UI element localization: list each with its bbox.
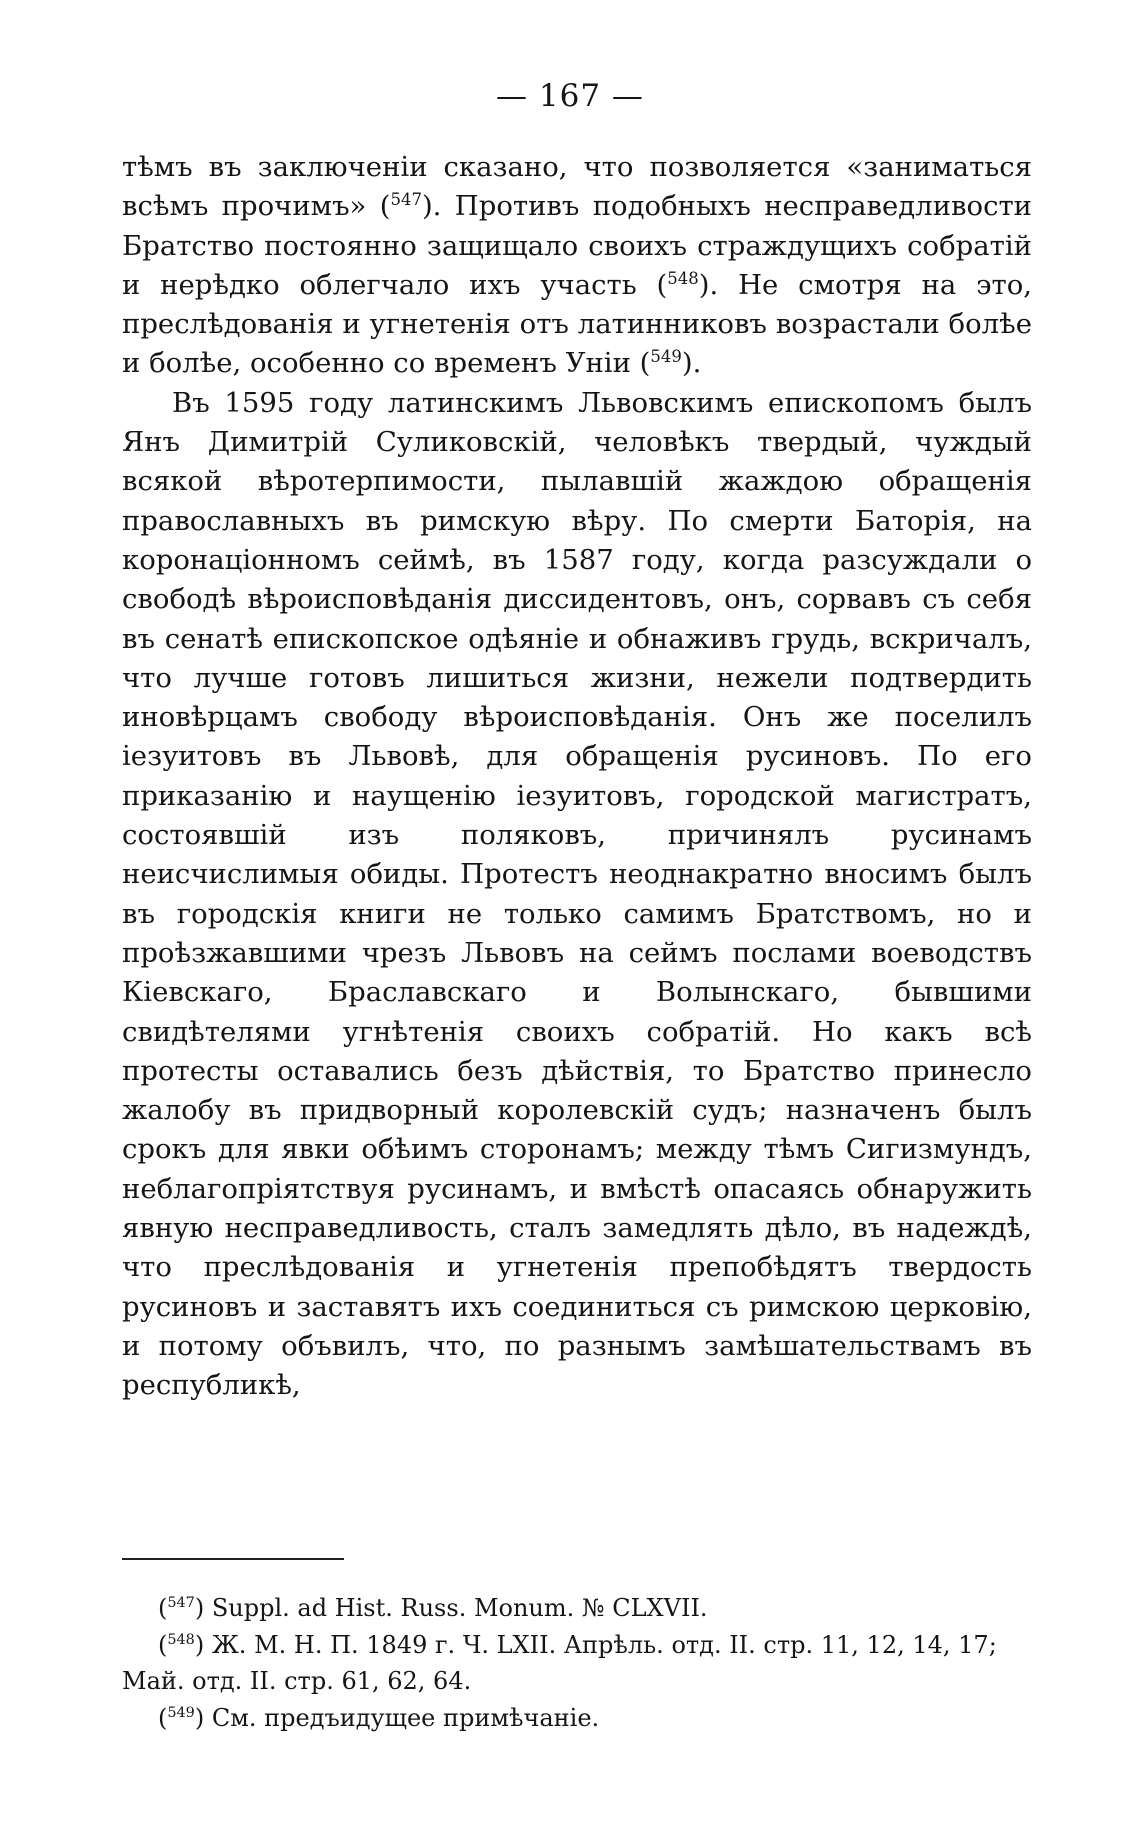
paragraph-1-text-3: ). Не смотря на это, преслѣдованія и угнетенія отъ латинниковъ возрастали болѣе и болѣе, особенно со временъ Уніи ( <box>122 268 1032 380</box>
paragraph-1-text-2: ). Противъ подобныхъ несправедливости Братство постоянно защищало своихъ страждущихъ собратій и нерѣдко облегчало ихъ участь ( <box>122 190 1033 301</box>
paragraph-1-text-1: тѣмъ въ заключеніи сказано, что позволяется «заниматься всѣмъ прочимъ» ( <box>122 151 1032 223</box>
footnote-number: 548 <box>167 1631 195 1648</box>
footnotes <box>122 1590 1032 1736</box>
footnote-text: Suppl. ad Hist. Russ. Monum. № CLXVII. <box>211 1594 708 1622</box>
footnote-divider <box>122 1558 344 1560</box>
footnote-ref-547: 547 <box>390 190 422 210</box>
paragraph-1-text-4: ). <box>681 347 702 380</box>
paragraph-1 <box>122 148 1032 384</box>
footnote-number: 549 <box>167 1704 195 1721</box>
footnote-547: ($^{547}$) Suppl. ad Hist. Russ. Monum. № CLXVII. <box>158 1594 708 1622</box>
footnote-548: ($^{548}$) Ж. М. Н. П. 1849 г. Ч. LXII. Апрѣль. отд. II. стр. 11, 12, 14, 17; Май. отд. II. стр. 61, 62, 64. <box>122 1630 997 1695</box>
footnote-text: См. предъидущее примѣчаніе. <box>211 1703 600 1732</box>
footnote-number: 547 <box>167 1595 195 1611</box>
paragraph-2: Въ 1595 году латинскимъ Львовскимъ епископомъ былъ Янъ Димитрій Суликовскій, человѣкъ твердый, чуждый всякой вѣротерпимости, пылавшій жаждою обращенія православныхъ въ римскую вѣру. По смерти Баторія, на коронаціонномъ сеймѣ, въ 1587 году, когда разсуждали о свободѣ вѣроисповѣданія диссидентовъ, онъ, сорвавъ съ себя въ сенатѣ епископское одѣяніе и обнаживъ грудь, вскричалъ, что лучше готовъ лишиться жизни, нежели подтвердить иновѣрцамъ свободу вѣроисповѣданія. Онъ же поселилъ іезуитовъ въ Львовѣ, для обращенія русиновъ. По его приказанію и наущенію іезуитовъ, городской магистратъ, состоявшій изъ поляковъ, причинялъ русинамъ неисчислимыя обиды. Протестъ неоднакратно вносимъ былъ въ городскія книги не только самимъ Братствомъ, но и проѣзжавшими чрезъ Львовъ на сеймъ послами воеводствъ Кіевскаго, Браславскаго и Волынскаго, бывшими свидѣтелями угнѣтенія своихъ собратій. Но какъ всѣ протесты оставались безъ дѣйствія, то Братство принесло жалобу въ придворный королевскій судъ; назначенъ былъ срокъ для явки обѣимъ сторонамъ; между тѣмъ Сигизмундъ, неблагопріятствуя русинамъ, и вмѣстѣ опасаясь обнаружить явную несправедливость, сталъ замедлять дѣло, въ надеждѣ, что преслѣдованія и угнетенія препобѣдятъ твердость русиновъ и заставятъ ихъ соединиться съ римскою церковію, и потому объвилъ, что, по разнымъ замѣшательствамъ въ республикѣ, <box>122 386 1032 1402</box>
footnote-ref-549: 549 <box>650 347 682 367</box>
footnote-text: Ж. М. Н. П. 1849 г. Ч. LXII. Апрѣль. отд. II. стр. 11, 12, 14, 17; Май. отд. II. стр. 61, 62, 64. <box>122 1630 997 1695</box>
footnote-549: ($^{549}$) См. предъидущее примѣчаніе. <box>158 1703 600 1732</box>
footnote-ref-548: 548 <box>667 268 699 288</box>
page-number: — 167 — <box>496 78 644 114</box>
body-text <box>122 148 1032 1406</box>
